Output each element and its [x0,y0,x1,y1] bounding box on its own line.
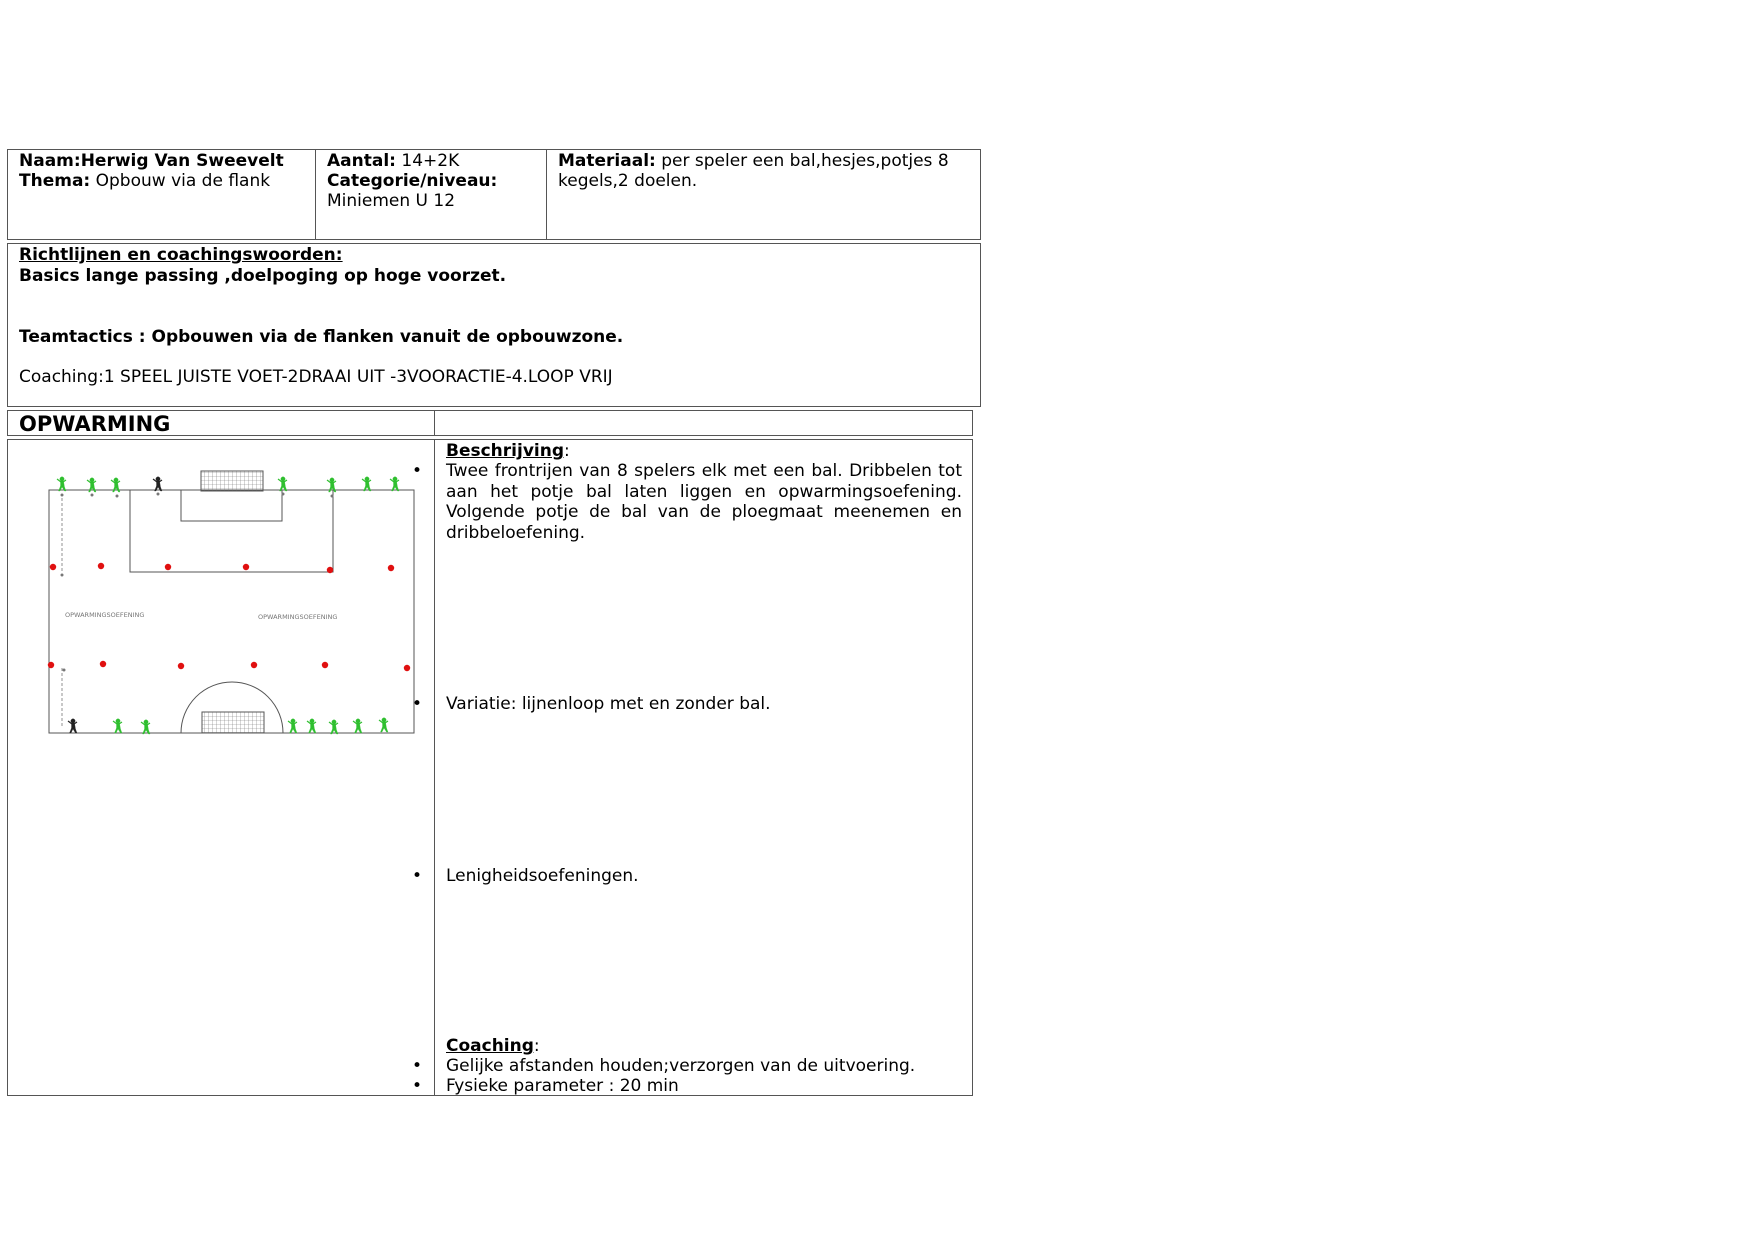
cone [251,662,257,668]
player-icon [379,718,388,732]
ball [157,493,160,496]
bottom-goal [202,712,264,733]
ball [282,493,285,496]
ball [116,495,119,498]
balls [61,493,334,672]
description-item-3: • Lenigheidsoefeningen. [446,866,962,887]
cone [388,565,394,571]
categorie-label: Categorie/niveau: [327,171,498,191]
top-goal [201,471,263,491]
coaching-heading: Coaching [446,1036,534,1056]
zone-label-right: OPWARMINGSOEFENING [258,613,338,621]
ball [91,494,94,497]
ball [61,574,64,577]
top-penalty-area [130,490,333,572]
zone-label-left: OPWARMINGSOEFENING [65,611,145,619]
aantal-label: Aantal: [327,151,396,171]
thema-label: Thema: [19,171,91,191]
materiaal-line [558,151,949,171]
player-icon [362,477,371,491]
guidelines-title: Richtlijnen en coachingswoorden: [19,245,343,265]
guidelines-teamtactics: Teamtactics : Opbouwen via de flanken vanuit de opbouwzone. [19,327,624,347]
ball [63,669,66,672]
player-icon [57,477,66,491]
ball [331,495,334,498]
ball [61,494,64,497]
cone [322,662,328,668]
cone [243,564,249,570]
cone [50,564,56,570]
naam-line [19,151,284,171]
coaching-heading-line: Coaching: [446,1036,540,1056]
top-goal-area [181,490,282,521]
header-divider-2 [546,149,547,240]
thema-value: Opbouw via de flank [90,171,271,191]
guidelines-coaching: Coaching:1 SPEEL JUISTE VOET-2DRAAI UIT -3VOORACTIE-4.LOOP VRIJ [19,367,613,387]
description-item-2: • Variatie: lijnenloop met en zonder bal. [446,694,962,715]
naam-label: Naam: [19,151,81,171]
player-icon [141,720,150,734]
description-item-1: • Twee frontrijen van 8 spelers elk met een bal. Dribbelen tot aan het potje bal laten liggen en opwarmingsoefening. Volgende potje de bal van de ploegmaat meenemen en dribbeloefening. [446,461,962,543]
section-title: OPWARMING [19,412,171,436]
categorie-value: Miniemen U 12 [327,191,456,211]
description-heading-line: Beschrijving: [446,441,570,461]
coaching-item-1: • Gelijke afstanden houden;verzorgen van de uitvoering. [446,1056,962,1077]
materiaal-value-1: per speler een bal,hesjes,potjes 8 [655,151,949,171]
aantal-line [327,151,459,171]
cone [165,564,171,570]
player-icon [329,720,338,734]
aantal-value: 14+2K [395,151,460,171]
player-icon [278,477,287,491]
cone [178,663,184,669]
player-icon [353,719,362,733]
content-divider [434,439,435,1096]
description-heading: Beschrijving [446,441,565,461]
player-icon [113,719,122,733]
player-icon [68,719,77,733]
cone [98,563,104,569]
materiaal-value-2: kegels,2 doelen. [558,171,698,191]
naam-value: Herwig Van Sweevelt [80,151,284,171]
warmup-field-diagram [40,468,425,738]
materiaal-label: Materiaal: [558,151,656,171]
guidelines-basics: Basics lange passing ,doelpoging op hoge voorzet. [19,266,507,286]
header-divider-1 [315,149,316,240]
player-icon [153,477,162,491]
coaching-item-2: • Fysieke parameter : 20 min [446,1076,962,1097]
section-title-divider [434,410,435,436]
player-icon [390,477,399,491]
thema-line [19,171,270,191]
player-icon [288,719,297,733]
cone [100,661,106,667]
player-icon [307,719,316,733]
cone [327,567,333,573]
cone [404,665,410,671]
cone [48,662,54,668]
